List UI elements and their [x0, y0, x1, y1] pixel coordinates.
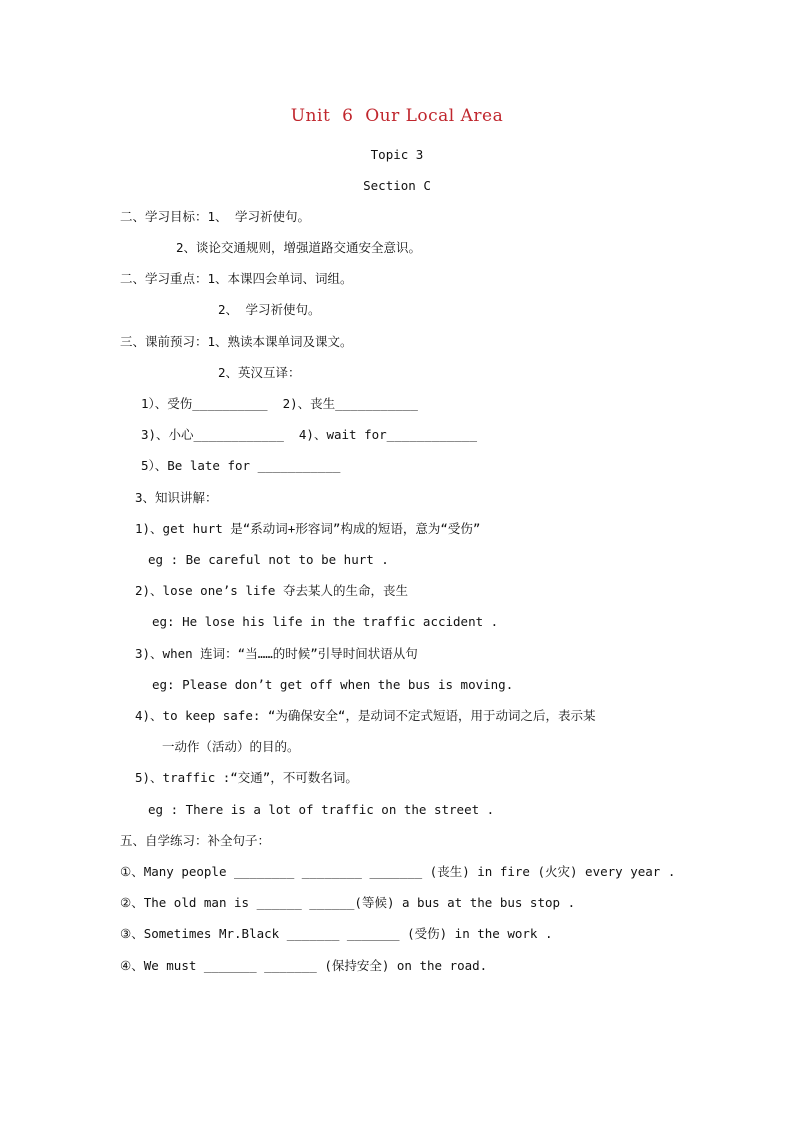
- practice-item-3: ③、Sometimes Mr.Black _______ _______ (受伤) in the work .: [120, 926, 553, 941]
- keypoint-line-2: 2、 学习祈使句。: [218, 302, 321, 317]
- explain-item-3: 3)、when 连词：“当……的时候”引导时间状语从句: [135, 646, 418, 661]
- preview-line-1: 三、课前预习：1、熟读本课单词及课文。: [120, 334, 353, 349]
- example-1: eg : Be careful not to be hurt .: [148, 552, 389, 567]
- doc-topic: Topic 3: [370, 147, 424, 162]
- explain-item-4-cont: 一动作（活动）的目的。: [162, 739, 300, 754]
- practice-item-4: ④、We must _______ _______ (保持安全) on the road.: [120, 958, 488, 973]
- doc-title: Unit 6 Our Local Area: [290, 106, 504, 126]
- explain-item-4: 4)、to keep safe: “为确保安全“，是动词不定式短语，用于动词之后，表示某: [135, 708, 596, 723]
- explain-item-1: 1)、get hurt 是“系动词+形容词”构成的短语，意为“受伤”: [135, 521, 481, 536]
- example-3: eg: Please don’t get off when the bus is moving.: [152, 677, 514, 692]
- keypoint-line-1: 二、学习重点：1、本课四会单词、词组。: [120, 271, 353, 286]
- practice-item-1: ①、Many people ________ ________ _______ (丧生) in fire (火灾) every year .: [120, 864, 676, 879]
- example-5: eg : There is a lot of traffic on the street .: [148, 802, 495, 817]
- translate-line-3: 5）、Be late for ___________: [141, 458, 341, 473]
- practice-item-2: ②、The old man is ______ ______(等候) a bus at the bus stop .: [120, 895, 576, 910]
- practice-heading: 五、自学练习：补全句子：: [120, 833, 271, 848]
- translate-line-1: 1）、受伤__________ 2)、丧生___________: [141, 396, 418, 411]
- doc-section: Section C: [363, 178, 431, 193]
- objective-line-2: 2、谈论交通规则，增强道路交通安全意识。: [176, 240, 422, 255]
- explain-heading: 3、知识讲解：: [135, 490, 218, 505]
- explain-item-5: 5)、traffic :“交通”，不可数名词。: [135, 770, 358, 785]
- translate-line-2: 3)、小心____________ 4)、wait for____________: [141, 427, 477, 442]
- example-2: eg: He lose his life in the traffic accident .: [152, 614, 499, 629]
- preview-line-2: 2、英汉互译：: [218, 365, 301, 380]
- objective-line-1: 二、学习目标：1、 学习祈使句。: [120, 209, 311, 224]
- explain-item-2: 2)、lose one’s life 夺去某人的生命，丧生: [135, 583, 408, 598]
